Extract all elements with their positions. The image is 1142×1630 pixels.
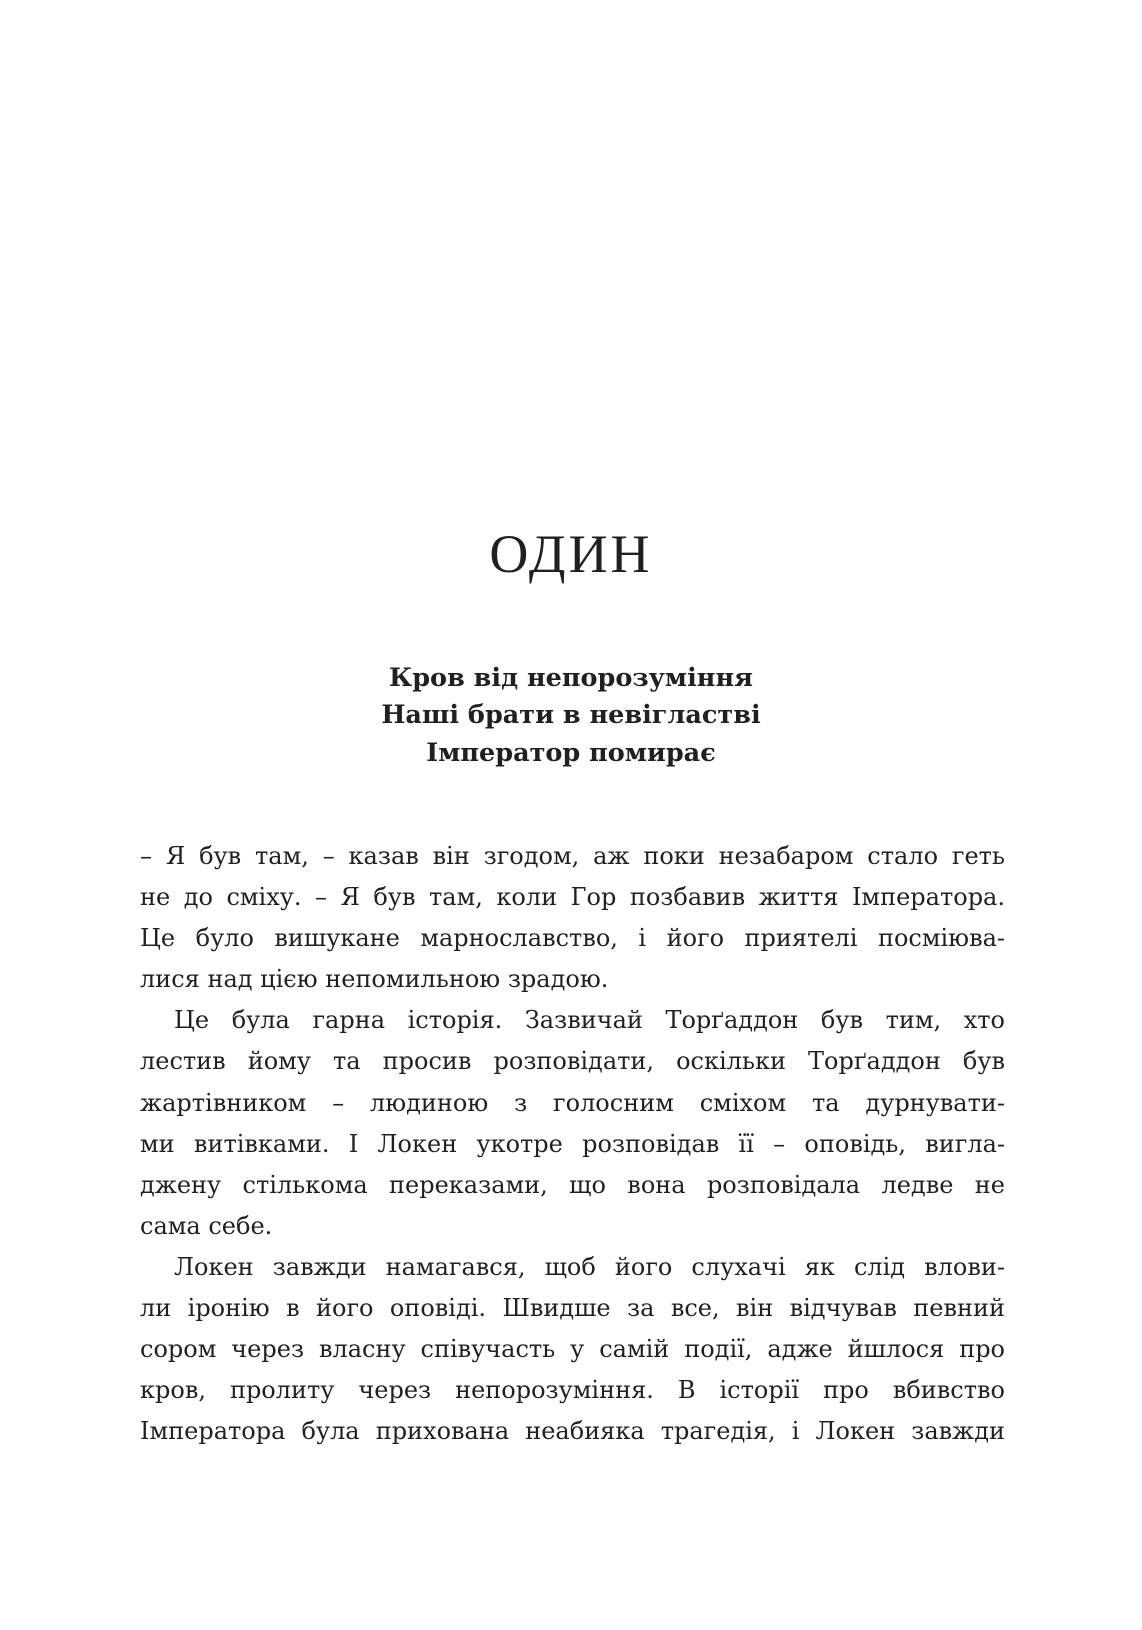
text-line: лися над цією непомильною зрадою.	[140, 965, 609, 994]
text-line: сама себе.	[140, 1211, 273, 1240]
epigraph-line: Наші брати в невігластві	[381, 700, 761, 731]
epigraph-line: Імператор помирає	[426, 737, 716, 768]
text-line: ми витівками. І Локен укотре розповідав її – оповідь, вигла-	[140, 1129, 1005, 1158]
text-line: ли іронію в його оповіді. Швидше за все, він відчував певний	[140, 1294, 1005, 1323]
chapter-body	[140, 836, 1005, 1452]
chapter-title: ОДИН	[489, 524, 653, 584]
paragraph	[140, 1247, 1005, 1452]
text-line: жартівником – людиною з голосним сміхом та дурнувати-	[140, 1088, 1005, 1117]
text-line: Локен завжди намагався, щоб його слухачі як слід влови-	[174, 1252, 1005, 1281]
epigraph-line: Кров від непорозуміння	[389, 663, 753, 693]
text-line: – Я був там, – казав він згодом, аж поки незабаром стало геть	[140, 842, 1005, 870]
text-line: джену стількома переказами, що вона розповідала ледве не	[140, 1170, 1005, 1199]
paragraph	[140, 836, 1005, 1000]
text-line: Це було вишукане марнославство, і його приятелі посміюва-	[140, 924, 1005, 953]
text-line: кров, пролиту через непорозуміння. В історії про вбивство	[140, 1376, 1005, 1405]
text-line: лестив йому та просив розповідати, оскільки Торґаддон був	[140, 1047, 1005, 1076]
text-line: Імператора була прихована неабияка трагедія, і Локен завжди	[140, 1417, 1005, 1446]
text-line: Це була гарна історія. Зазвичай Торґаддон був тим, хто	[174, 1006, 1005, 1035]
chapter-epigraph	[0, 660, 1142, 772]
text-line: не до сміху. – Я був там, коли Гор позбавив життя Імператора.	[140, 883, 1005, 912]
text-line: сором через власну співучасть у самій події, адже йшлося про	[140, 1335, 1005, 1364]
paragraph	[140, 1000, 1005, 1247]
